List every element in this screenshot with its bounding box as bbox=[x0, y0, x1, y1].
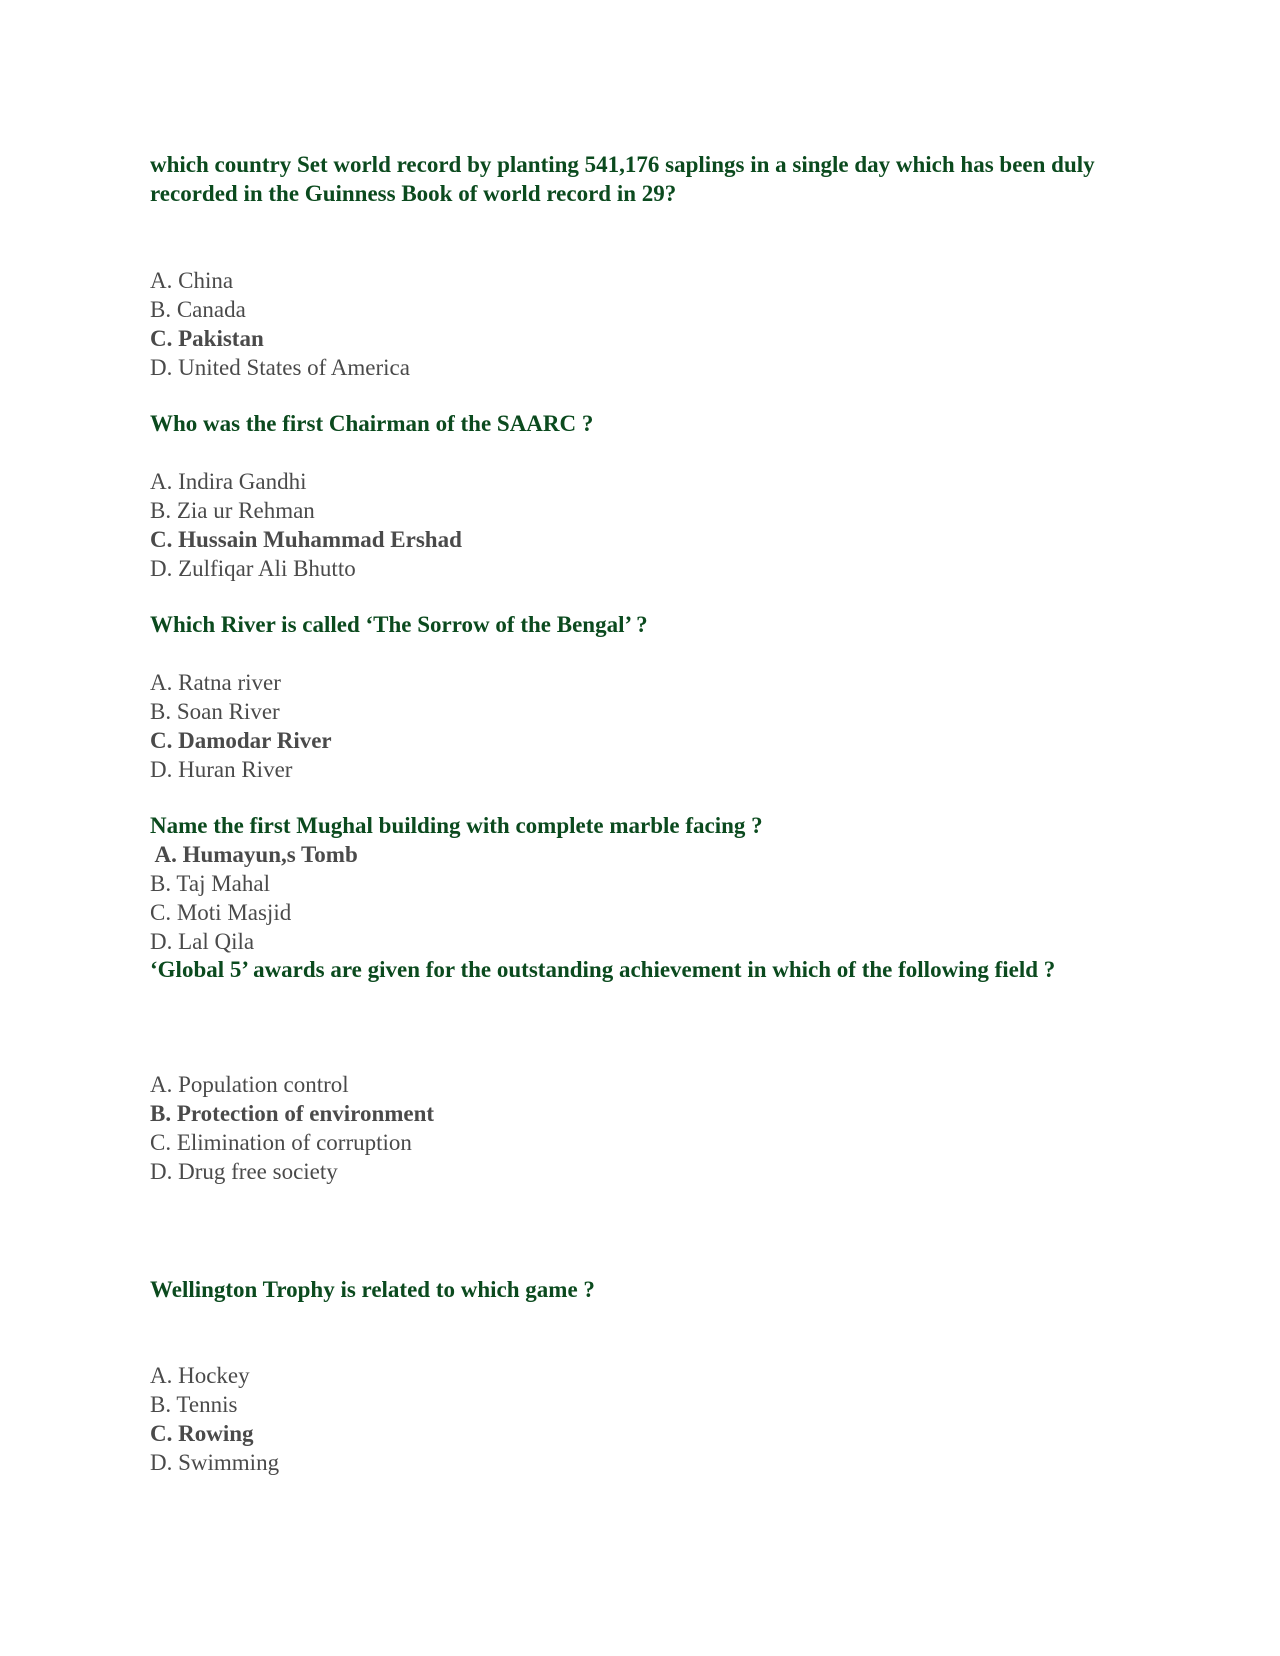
option-item: A. Hockey bbox=[150, 1363, 250, 1388]
option-item: D. Zulfiqar Ali Bhutto bbox=[150, 556, 356, 581]
option-item: A. Ratna river bbox=[150, 670, 281, 695]
option-item: B. Taj Mahal bbox=[150, 871, 270, 896]
options-list bbox=[150, 467, 1140, 583]
option-item: B. Canada bbox=[150, 297, 246, 322]
option-item-answer: B. Protection of environment bbox=[150, 1101, 435, 1126]
option-item: B. Tennis bbox=[150, 1392, 238, 1417]
question-text: ‘Global 5’ awards are given for the outstanding achievement in which of the following field ? bbox=[150, 957, 1056, 982]
option-item: D. Huran River bbox=[150, 757, 293, 782]
question-block bbox=[150, 610, 1140, 639]
question-text: which country Set world record by planting 541,176 saplings in a single day which has been duly recorded in the Guinness Book of world record in 29? bbox=[150, 152, 1095, 206]
option-item: D. Lal Qila bbox=[150, 929, 255, 954]
question-block bbox=[150, 955, 1090, 984]
options-list bbox=[150, 1361, 1140, 1477]
option-item-answer: C. Pakistan bbox=[150, 326, 264, 351]
option-item: B. Soan River bbox=[150, 699, 280, 724]
option-item: A. Population control bbox=[150, 1072, 349, 1097]
option-item-answer: A. Humayun,s Tomb bbox=[150, 842, 358, 867]
options-list bbox=[150, 266, 1140, 382]
option-item: C. Moti Masjid bbox=[150, 900, 292, 925]
option-item: D. Swimming bbox=[150, 1450, 280, 1475]
option-item: A. Indira Gandhi bbox=[150, 469, 307, 494]
option-item-answer: C. Hussain Muhammad Ershad bbox=[150, 527, 462, 552]
question-text: Who was the first Chairman of the SAARC ? bbox=[150, 411, 594, 436]
option-item-answer: C. Damodar River bbox=[150, 728, 332, 753]
question-text: Which River is called ‘The Sorrow of the Bengal’ ? bbox=[150, 612, 648, 637]
option-item: C. Elimination of corruption bbox=[150, 1130, 412, 1155]
option-item: A. China bbox=[150, 268, 234, 293]
options-list bbox=[150, 1070, 1140, 1186]
question-text: Name the first Mughal building with complete marble facing ? bbox=[150, 813, 763, 838]
question-text: Wellington Trophy is related to which game ? bbox=[150, 1277, 595, 1302]
option-item: B. Zia ur Rehman bbox=[150, 498, 315, 523]
question-block bbox=[150, 811, 1140, 956]
question-block bbox=[150, 1275, 1140, 1304]
options-list bbox=[150, 668, 1140, 784]
option-item: D. United States of America bbox=[150, 355, 410, 380]
option-item-answer: C. Rowing bbox=[150, 1421, 254, 1446]
question-block bbox=[150, 150, 1140, 208]
question-block bbox=[150, 409, 1140, 438]
option-item: D. Drug free society bbox=[150, 1159, 338, 1184]
